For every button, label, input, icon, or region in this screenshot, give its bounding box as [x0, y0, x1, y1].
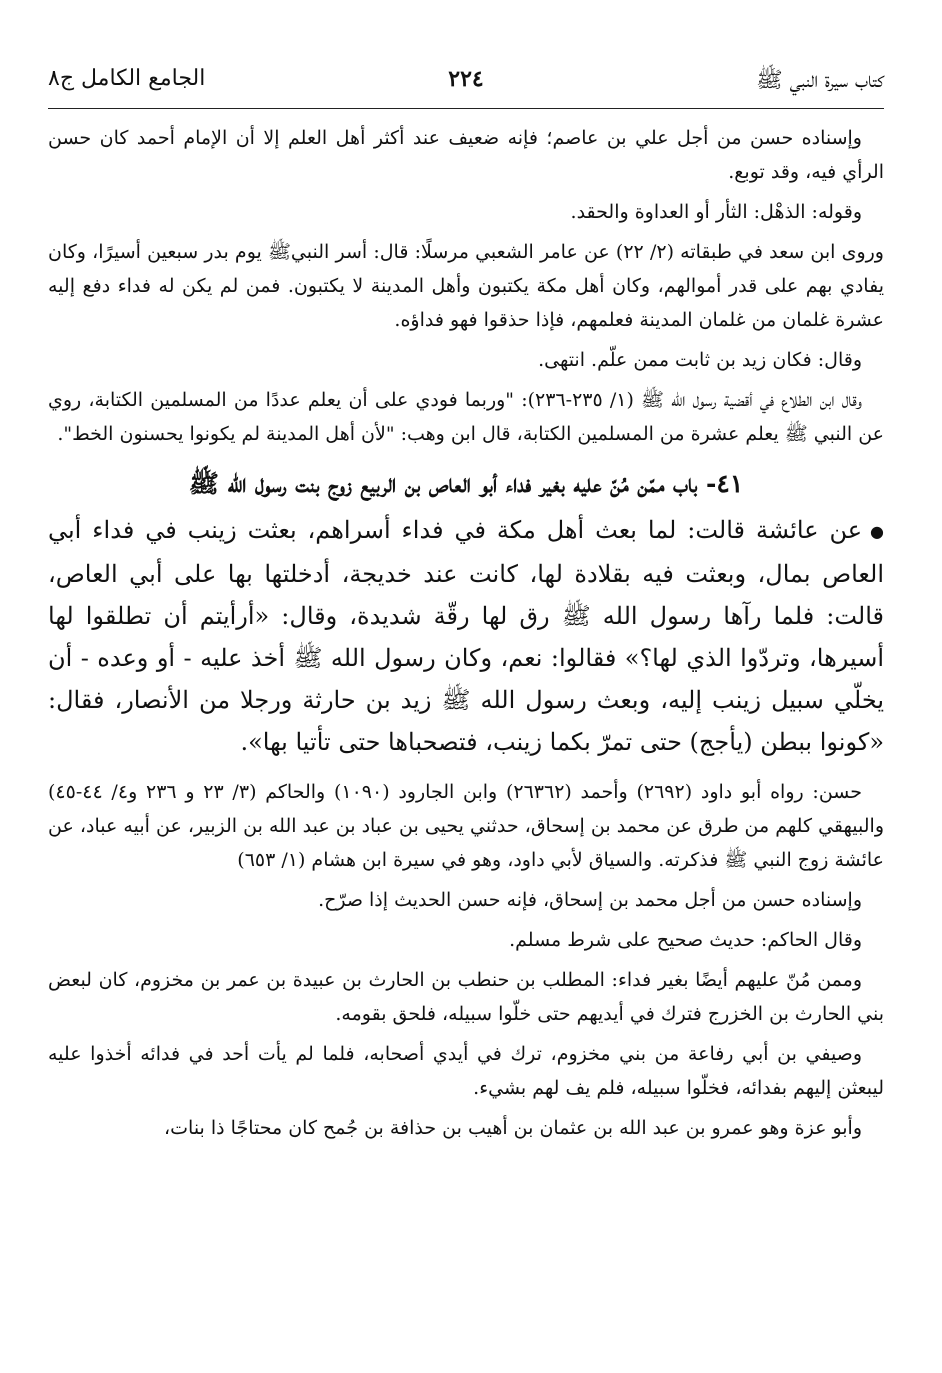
section-title: ٤١- باب ممّن مُنّ عليه بغير فداء أبو العاص بن الربيع زوج بنت رسول الله ﷺ	[188, 469, 744, 498]
paragraph: وإسناده حسن من أجل محمد بن إسحاق، فإنه حسن الحديث إذا صرّح.	[318, 888, 862, 911]
book-chapter-title: كتاب سيرة النبي ﷺ	[756, 68, 884, 93]
running-header	[48, 62, 884, 109]
paragraph: وقال ابن الطلاع في أقضية رسول الله ﷺ (١/ ٢٣٥-٢٣٦): "وربما فودي على أن يعلم عددًا من المسلمين الكتابة، روي عن النبي ﷺ يعلم عشرة من المسلمين الكتابة، قال ابن وهب: "لأن أهل المدينة لم يكونوا يحسنون الخط".	[48, 389, 884, 445]
paragraph: وقوله: الذهْل: الثأر أو العداوة والحقد.	[570, 201, 862, 223]
paragraph: وقال: فكان زيد بن ثابت ممن علّم. انتهى.	[538, 349, 862, 371]
takhrij-note: حسن: رواه أبو داود (٢٦٩٢) وأحمد (٢٦٣٦٢) وابن الجارود (١٠٩٠) والحاكم (٣/ ٢٣ و ٢٣٦ و٤/ ٤٤-٤٥) والبيهقي كلهم من طرق عن محمد بن إسحاق، حدثني يحيى بن عباد بن عبد الله بن الزبير، عن أبيه عباد، عن عائشة زوج النبي ﷺ فذكرته. والسياق لأبي داود، وهو في سيرة ابن هشام (١/ ٦٥٣)	[48, 780, 884, 871]
hadith-text-block	[48, 509, 884, 763]
paragraph: وممن مُنّ عليهم أيضًا بغير فداء: المطلب بن حنطب بن الحارث بن عبيدة بن عمر بن مخزوم، كان لبعض بني الحارث بن الخزرج فترك في أيديهم حتى خلّوا سبيله، فلحق بقومه.	[48, 968, 884, 1025]
paragraph: وإسناده حسن من أجل علي بن عاصم؛ فإنه ضعيف عند أكثر أهل العلم إلا أن الإمام أحمد كان حسن الرأي فيه، وقد توبع.	[48, 127, 884, 183]
book-volume-title: الجامع الكامل ج٨	[48, 66, 206, 91]
paragraph: وأبو عزة وهو عمرو بن عبد الله بن عثمان بن أهيب بن حذافة بن جُمح كان محتاجًا ذا بنات،	[164, 1116, 862, 1139]
paragraph: وروى ابن سعد في طبقاته (٢/ ٢٢) عن عامر الشعبي مرسلًا: قال: أسر النبيﷺ يوم بدر سبعين أسيرًا، وكان يفادي بهم على قدر أموالهم، وكان أهل مكة يكتبون وأهل المدينة لا يكتبون. فمن لم يكن له فداء دفع إليه عشرة غلمان من غلمان المدينة فعلمهم، فإذا حذقوا فهو فداؤه.	[48, 241, 884, 331]
page-number: ٢٢٤	[448, 66, 484, 92]
bullet-icon: ●	[870, 521, 884, 541]
paragraph: وقال الحاكم: حديث صحيح على شرط مسلم.	[509, 928, 862, 951]
paragraph: وصيفي بن أبي رفاعة من بني مخزوم، ترك في أيدي أصحابه، فلما لم يأت أحد في فدائه أخذوا عليه ليبعثن إليهم بفدائه، فخلّوا سبيله، فلم يف لهم بشيء.	[48, 1042, 884, 1099]
hadith-text: عن عائشة قالت: لما بعث أهل مكة في فداء أسراهم، بعثت زينب في فداء أبي العاص بمال، وبعثت فيه بقلادة لها، كانت عند خديجة، أدخلتها بها على أبي العاص، قالت: فلما رآها رسول الله ﷺ رق لها رقّة شديدة، وقال: «أرأيتم أن تطلقوا لها أسيرها، وتردّوا الذي لها؟» فقالوا: نعم، وكان رسول الله ﷺ أخذ عليه - أو وعده - أن يخلّي سبيل زينب إليه، وبعث رسول الله ﷺ زيد بن حارثة ورجلا من الأنصار، فقال: «كونوا ببطن (يأجج) حتى تمرّ بكما زينب، فتصحباها حتى تأتيا بها».	[48, 516, 884, 756]
